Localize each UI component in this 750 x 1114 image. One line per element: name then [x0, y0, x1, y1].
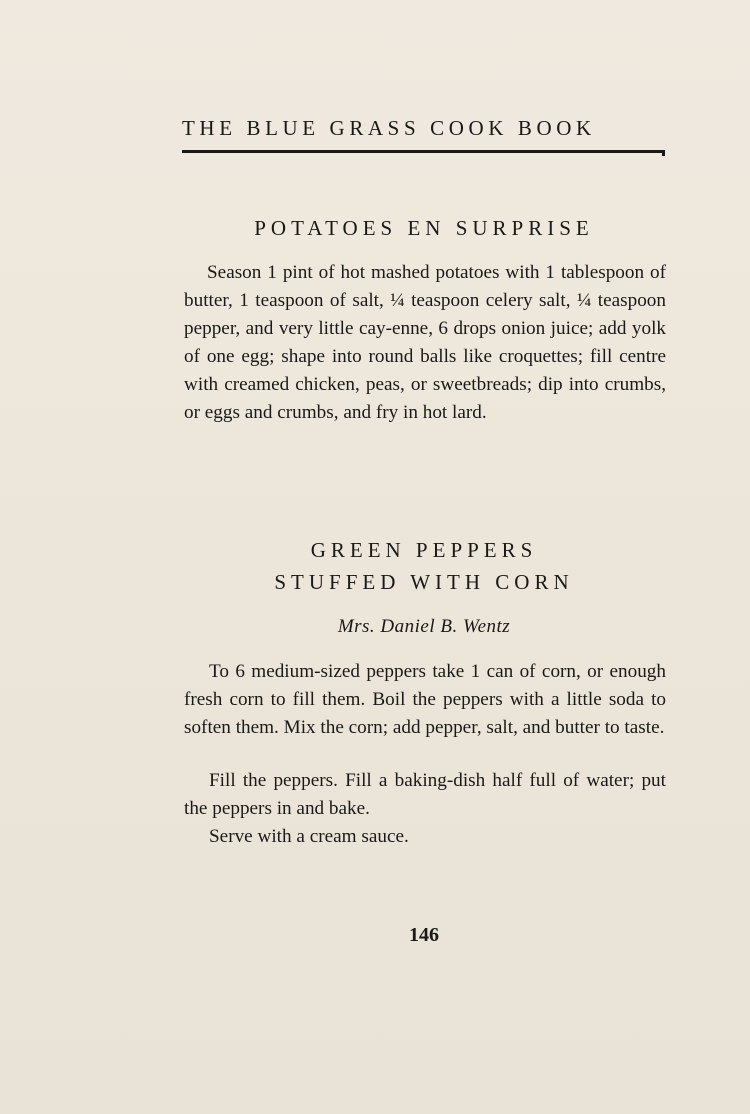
recipe-body-potatoes: Season 1 pint of hot mashed potatoes with 1 tablespoon of butter, 1 teaspoon of salt, ¼ teaspoon celery salt, ¼ teaspoon pepper, and very little cay-enne, 6 drops onion juice; add yolk of one egg; shape into round balls like croquettes; fill centre with creamed chicken, peas, or sweetbreads; dip into crumbs, or eggs and crumbs, and fry in hot lard. — [184, 262, 666, 423]
header-rule — [182, 150, 664, 153]
page-number: 146 — [409, 924, 439, 946]
recipe-title-peppers-line-2: STUFFED WITH CORN — [274, 570, 574, 594]
recipe-body-peppers-paragraph-3: Serve with a cream sauce. — [209, 826, 409, 847]
recipe-body-peppers-paragraph-2: Fill the peppers. Fill a baking-dish half full of water; put the peppers in and bake. — [184, 770, 666, 819]
recipe-title-peppers-line-1: GREEN PEPPERS — [310, 538, 538, 562]
recipe-title-potatoes: POTATOES EN SURPRISE — [254, 216, 594, 240]
running-head-title: THE BLUE GRASS COOK BOOK — [182, 116, 596, 140]
recipe-body-peppers-paragraph-1: To 6 medium-sized peppers take 1 can of corn, or enough fresh corn to fill them. Boil the peppers with a little soda to soften them. Mix the corn; add pepper, salt, and butter to taste. — [184, 661, 666, 738]
recipe-attribution: Mrs. Daniel B. Wentz — [337, 616, 511, 637]
